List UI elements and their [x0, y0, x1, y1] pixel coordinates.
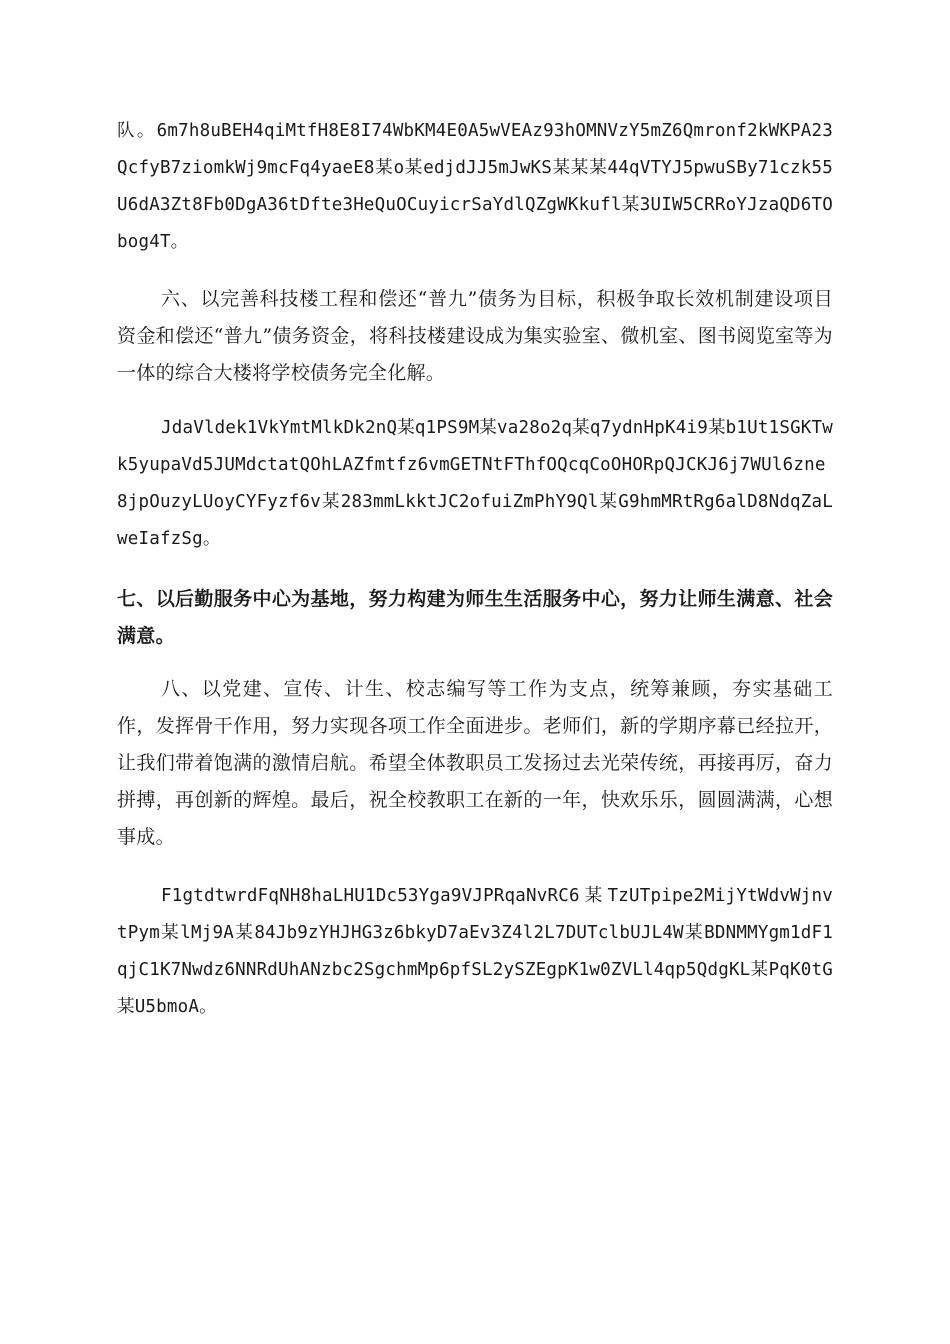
paragraph-2-section-six: 六、以完善科技楼工程和偿还“普九”债务为目标，积极争取长效机制建设项目资金和偿还“普九”债务资金，将科技楼建设成为集实验室、微机室、图书阅览室等为一体的综合大楼将学校债务完全化解。	[117, 288, 833, 384]
paragraph-1: 队。6m7h8uBEH4qiMtfH8E8I74WbKM4E0A5wVEAz93hOMNVzY5mZ6Qmronf2kWKPA23QcfyB7ziomkWj9mcFq4yaeE8某o某edjdJJ5mJwKS某某某44qVTYJ5pwuSBy71czk55U6dA3Zt8Fb0DgA36tDfte3HeQuOCuyicrSaYdlQZgWKkufl某3UIW5CRRoYJzaQD6TObog4T。	[117, 121, 833, 252]
paragraph-6: F1gtdtwrdFqNH8haLHU1Dc53Yga9VJPRqaNvRC6某TzUTpipe2MijYtWdvWjnvtPym某lMj9A某84Jb9zYHJHG3z6bkyD7aEv3Z4l2L7DUTclbUJL4W某BDNMMYgm1dF1qjC1K7Nwdz6NNRdUhANzbc2SgchmMp6pfSL2ySZEgpK1w0ZVLl4qp5QdgKL某PqK0tG某U5bmoA。	[117, 886, 833, 1017]
paragraph-3: JdaVldek1VkYmtMlkDk2nQ某q1PS9M某va28o2q某q7ydnHpK4i9某b1Ut1SGKTwk5yupaVd5JUMdctatQOhLAZfmtfz6vmGETNtFThfOQcqCoOHORpQJCKJ6j7WUl6zne8jpOuzyLUoyCYFyzf6v某283mmLkktJC2ofuiZmPhY9Ql某G9hmMRtRg6alD8NdqZaLweIafzSg。	[117, 418, 834, 549]
paragraph-5-section-eight: 八、以党建、宣传、计生、校志编写等工作为支点，统筹兼顾，夯实基础工作，发挥骨干作用，努力实现各项工作全面进步。老师们，新的学期序幕已经拉开，让我们带着饱满的激情启航。希望全体教职员工发扬过去光荣传统，再接再厉，奋力拼搏，再创新的辉煌。最后，祝全校教职工在新的一年，快欢乐乐，圆圆满满，心想事成。	[117, 678, 833, 848]
paragraph-4-section-seven-heading: 七、以后勤服务中心为基地，努力构建为师生生活服务中心，努力让师生满意、社会满意。	[117, 588, 833, 647]
